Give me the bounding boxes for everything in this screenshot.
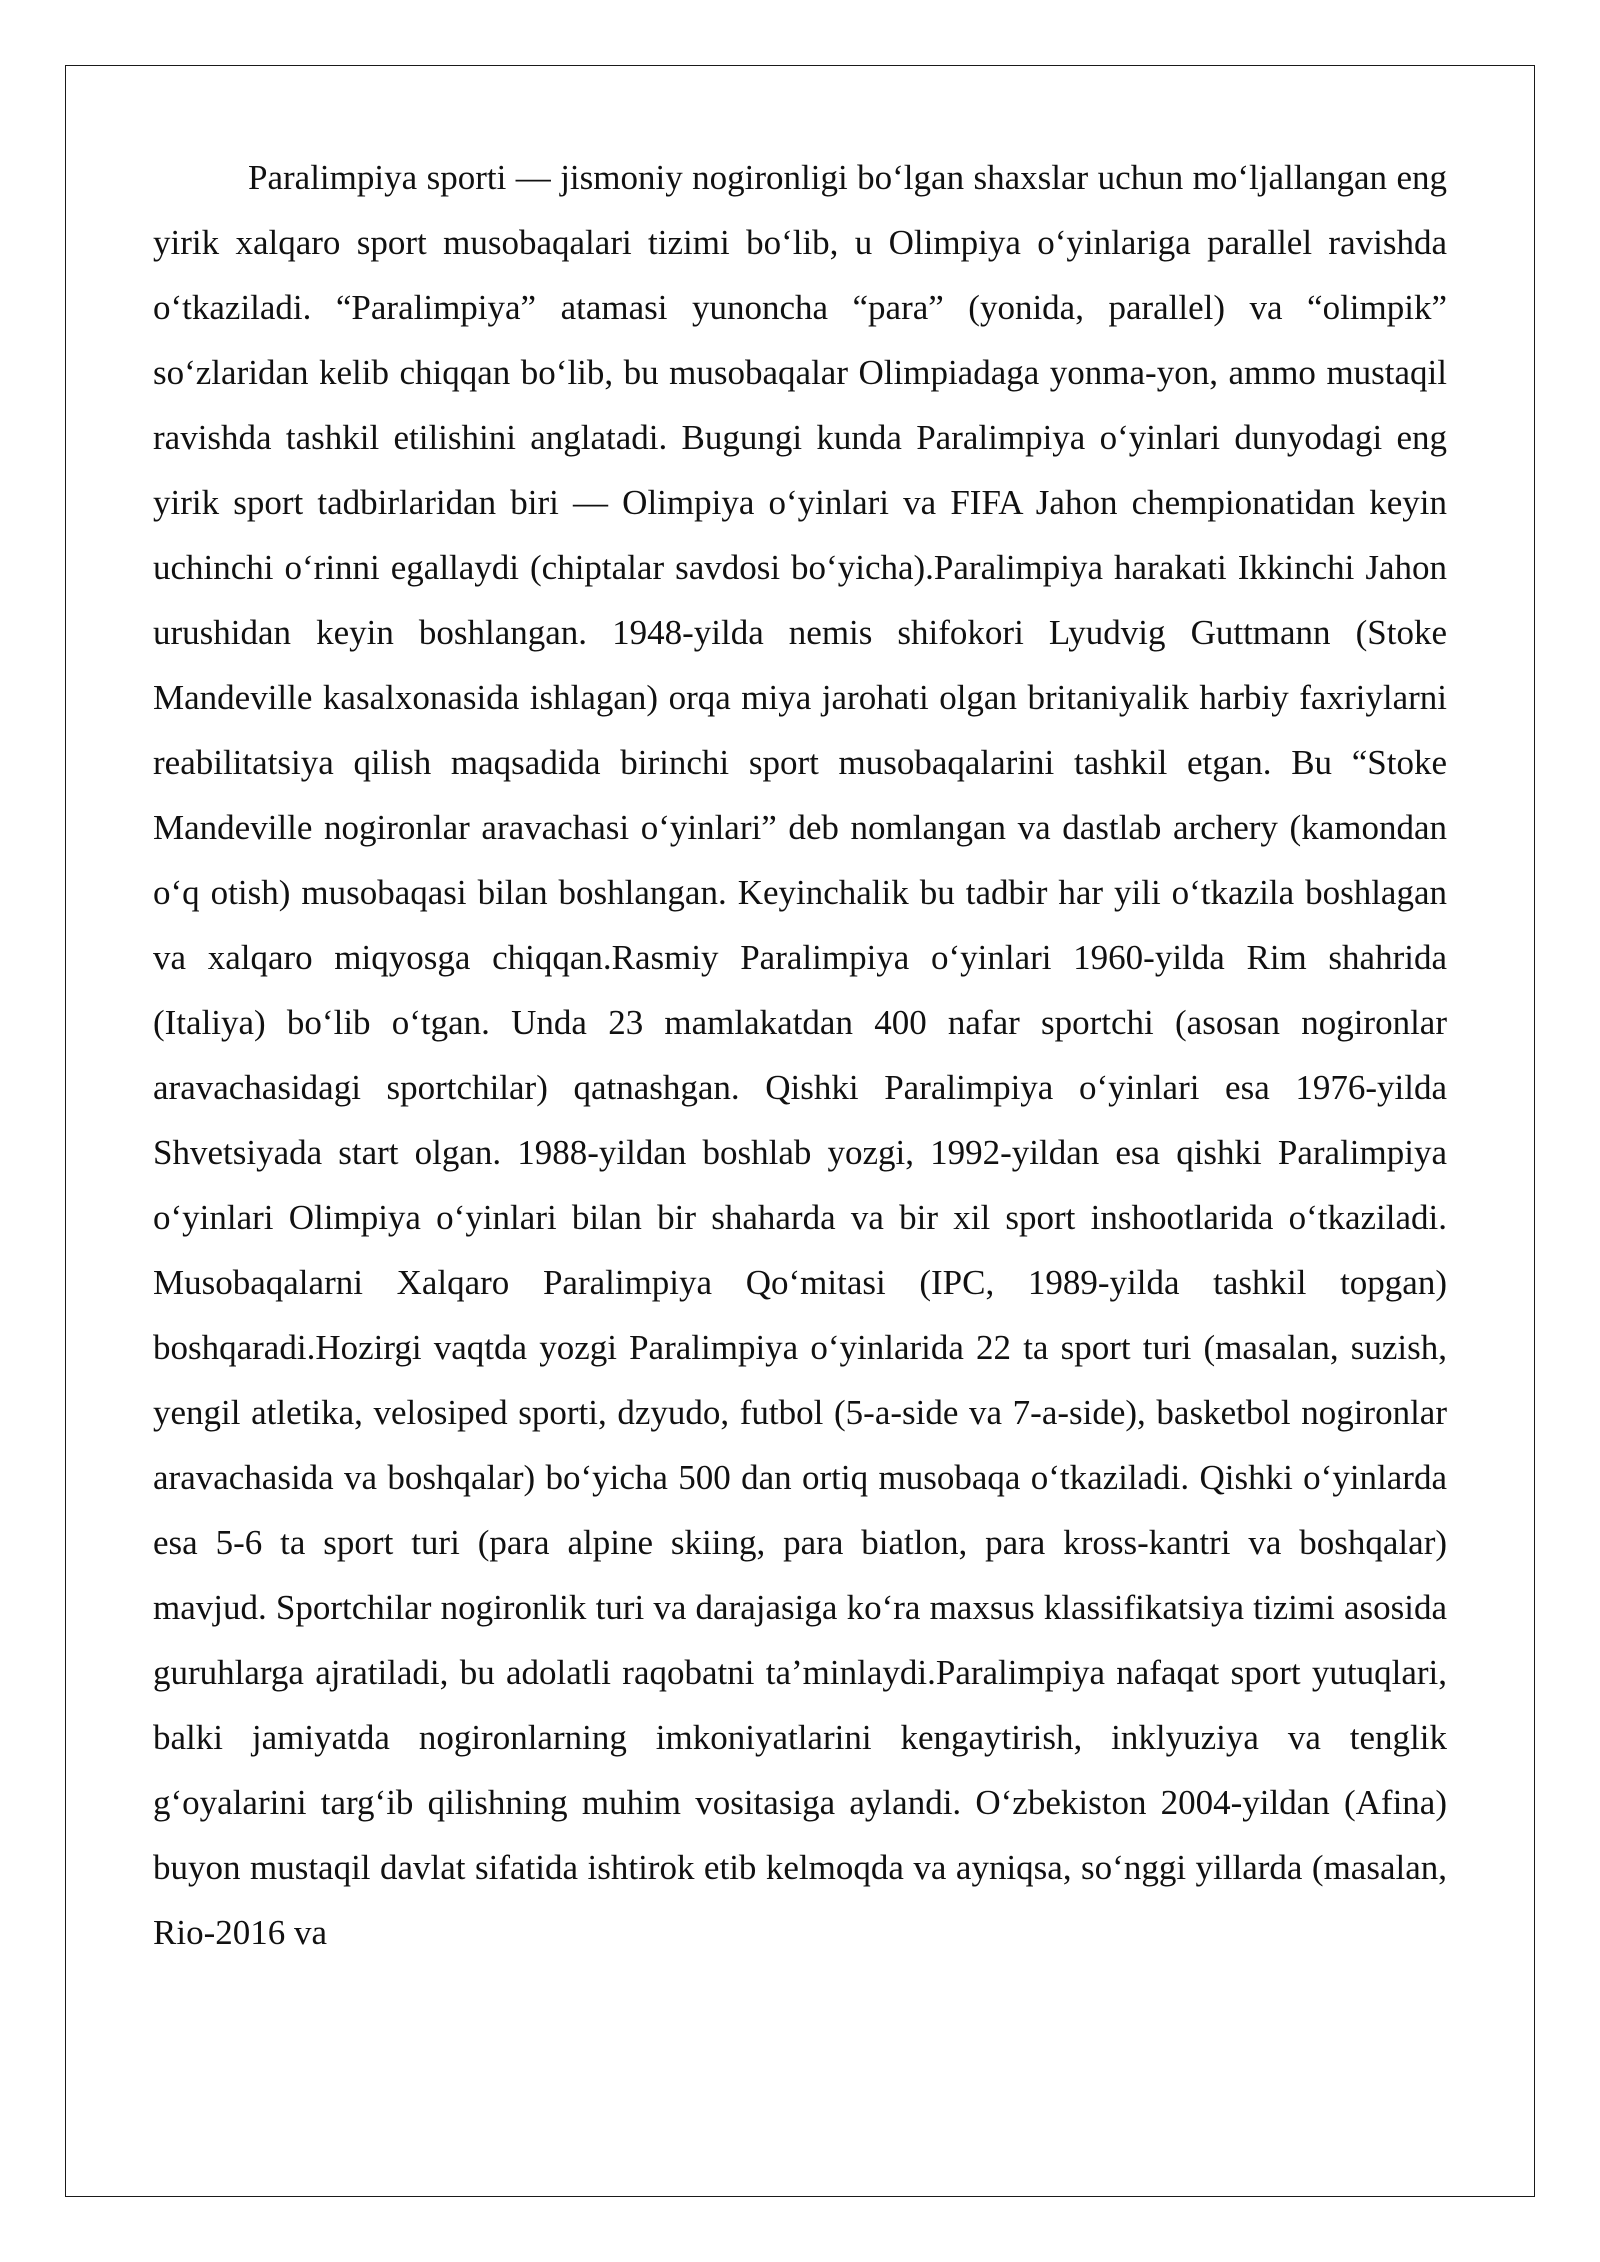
body-paragraph: Paralimpiya sporti — jismoniy nogironligi boʻlgan shaxslar uchun moʻljallangan eng yirik xalqaro sport musobaqalari tizimi boʻlib, u Olimpiya oʻyinlariga parallel ravishda oʻtkaziladi. “Paralimpiya” atamasi yunoncha “para” (yonida, parallel) va “olimpik” soʻzlaridan kelib chiqqan boʻlib, bu musobaqalar Olimpiadaga yonma-yon, ammo mustaqil ravishda tashkil etilishini anglatadi. Bugungi kunda Paralimpiya oʻyinlari dunyodagi eng yirik sport tadbirlaridan biri — Olimpiya oʻyinlari va FIFA Jahon chempionatidan keyin uchinchi oʻrinni egallaydi (chiptalar savdosi boʻyicha).Paralimpiya harakati Ikkinchi Jahon urushidan keyin boshlangan. 1948-yilda nemis shifokori Lyudvig Guttmann (Stoke Mandeville kasalxonasida ishlagan) orqa miya jarohati olgan britaniyalik harbiy faxriylarni reabilitatsiya qilish maqsadida birinchi sport musobaqalarini tashkil etgan. Bu “Stoke Mandeville nogironlar aravachasi oʻyinlari” deb nomlangan va dastlab archery (kamondan oʻq otish) musobaqasi bilan boshlangan. Keyinchalik bu tadbir har yili oʻtkazila boshlagan va xalqaro miqyosga chiqqan.Rasmiy Paralimpiya oʻyinlari 1960-yilda Rim shahrida (Italiya) boʻlib oʻtgan. Unda 23 mamlakatdan 400 nafar sportchi (asosan nogironlar aravachasidagi sportchilar) qatnashgan. Qishki Paralimpiya oʻyinlari esa 1976-yilda Shvetsiyada start olgan. 1988-yildan boshlab yozgi, 1992-yildan esa qishki Paralimpiya oʻyinlari Olimpiya oʻyinlari bilan bir shaharda va bir xil sport inshootlarida oʻtkaziladi. Musobaqalarni Xalqaro Paralimpiya Qoʻmitasi (IPC, 1989-yilda tashkil topgan) boshqaradi.Hozirgi vaqtda yozgi Paralimpiya oʻyinlarida 22 ta sport turi (masalan, suzish, yengil atletika, velosiped sporti, dzyudo, futbol (5-a-side va 7-a-side), basketbol nogironlar aravachasida va boshqalar) boʻyicha 500 dan ortiq musobaqa oʻtkaziladi. Qishki oʻyinlarda esa 5-6 ta sport turi (para alpine skiing, para biatlon, para kross-kantri va boshqalar) mavjud. Sportchilar nogironlik turi va darajasiga koʻra maxsus klassifikatsiya tizimi asosida guruhlarga ajratiladi, bu adolatli raqobatni taʼminlaydi.Paralimpiya nafaqat sport yutuqlari, balki jamiyatda nogironlarning imkoniyatlarini kengaytirish, inklyuziya va tenglik gʻoyalarini targʻib qilishning muhim vositasiga aylandi. Oʻzbekiston 2004-yildan (Afina) buyon mustaqil davlat sifatida ishtirok etib kelmoqda va ayniqsa, soʻnggi yillarda (masalan, Rio-2016 va	[153, 158, 1447, 1952]
